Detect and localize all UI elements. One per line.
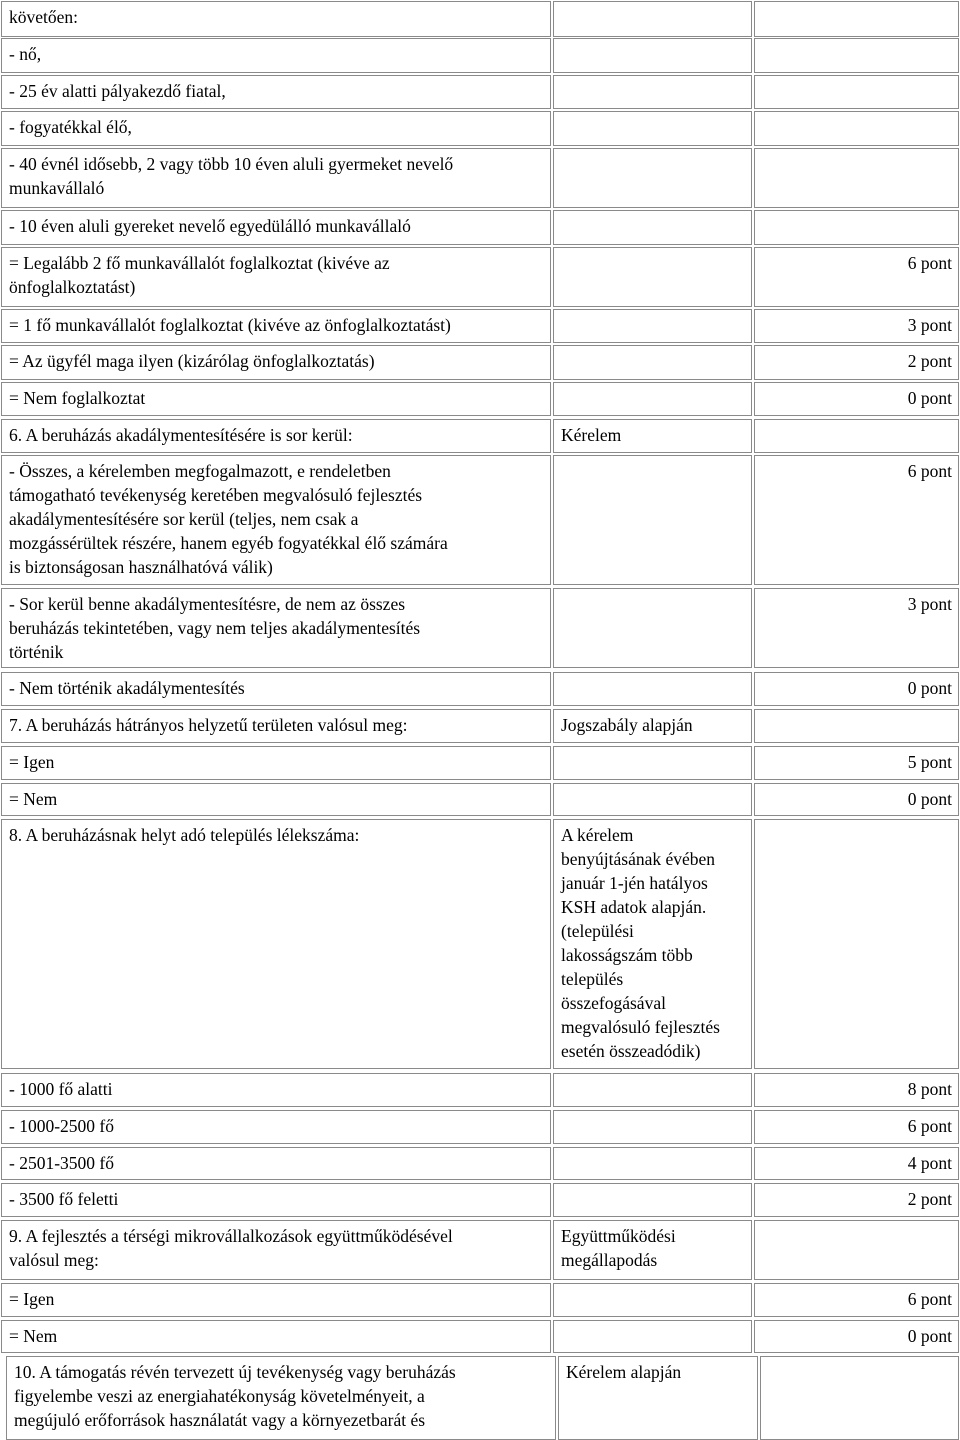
score-value (760, 1356, 959, 1440)
criterion-label: - fogyatékkal élő, (1, 111, 551, 146)
score-value (754, 709, 959, 743)
criterion-label: = Nem (1, 1320, 551, 1353)
score-value (754, 1, 959, 37)
criterion-label: 9. A fejlesztés a térségi mikrovállalkozások együttműködésével valósul meg: (1, 1220, 551, 1280)
criterion-label: 10. A támogatás révén tervezett új tevékenység vagy beruházás figyelembe veszi az energiahatékonyság követelményeit, a megújuló erőforrások használatát vagy a környezetbarát és (6, 1356, 556, 1440)
evidence-note (553, 148, 752, 208)
criterion-label: - 10 éven aluli gyereket nevelő egyedülálló munkavállaló (1, 210, 551, 245)
criterion-label: 8. A beruházásnak helyt adó település lélekszáma: (1, 819, 551, 1069)
score-value: 5 pont (754, 746, 959, 780)
criterion-label: követően: (1, 1, 551, 37)
evidence-note (553, 672, 752, 706)
score-value: 3 pont (754, 588, 959, 668)
evidence-note (553, 1147, 752, 1180)
score-value: 3 pont (754, 309, 959, 343)
evidence-note (553, 309, 752, 343)
evidence-note (553, 75, 752, 109)
criterion-label: - 1000 fő alatti (1, 1073, 551, 1107)
criterion-label: - 2501-3500 fő (1, 1147, 551, 1180)
evidence-note (553, 111, 752, 146)
evidence-note: Kérelem (553, 419, 752, 453)
criterion-label: - Nem történik akadálymentesítés (1, 672, 551, 706)
criterion-label: = 1 fő munkavállalót foglalkoztat (kivéve az önfoglalkoztatást) (1, 309, 551, 343)
criterion-label: - 40 évnél idősebb, 2 vagy több 10 éven aluli gyermeket nevelő munkavállaló (1, 148, 551, 208)
evidence-note: A kérelem benyújtásának évében január 1-jén hatályos KSH adatok alapján. (települési lakosságszám több település összefogásával megvalósuló fejlesztés esetén összeadódik) (553, 819, 752, 1069)
score-value: 6 pont (754, 1110, 959, 1144)
evidence-note (553, 1073, 752, 1107)
evidence-note (553, 588, 752, 668)
criterion-label: - nő, (1, 38, 551, 73)
score-value (754, 75, 959, 109)
evidence-note (553, 247, 752, 307)
criterion-label: = Igen (1, 1283, 551, 1317)
evidence-note: Együttműködési megállapodás (553, 1220, 752, 1280)
evidence-note (553, 783, 752, 816)
score-value: 6 pont (754, 247, 959, 307)
criterion-label: = Legalább 2 fő munkavállalót foglalkoztat (kivéve az önfoglalkoztatást) (1, 247, 551, 307)
score-value (754, 419, 959, 453)
score-value: 6 pont (754, 455, 959, 585)
score-value: 0 pont (754, 672, 959, 706)
criterion-label: 6. A beruházás akadálymentesítésére is sor kerül: (1, 419, 551, 453)
score-value (754, 1220, 959, 1280)
criterion-label: = Nem foglalkoztat (1, 382, 551, 416)
score-value (754, 210, 959, 245)
evidence-note (553, 210, 752, 245)
evidence-note (553, 1320, 752, 1353)
evidence-note (553, 1110, 752, 1144)
criterion-label: - 3500 fő feletti (1, 1183, 551, 1217)
criterion-label: - 25 év alatti pályakezdő fiatal, (1, 75, 551, 109)
evidence-note: Kérelem alapján (558, 1356, 758, 1440)
criterion-label: - Összes, a kérelemben megfogalmazott, e rendeletben támogatható tevékenység keretében megvalósuló fejlesztés akadálymentesítésére sor kerül (teljes, nem csak a mozgássérültek részére, hanem egyéb fogyatékkal élő számára is biztonságosan használhatóvá válik) (1, 455, 551, 585)
criterion-label: = Nem (1, 783, 551, 816)
evidence-note (553, 1183, 752, 1217)
criterion-label: - Sor kerül benne akadálymentesítésre, de nem az összes beruházás tekintetében, vagy nem teljes akadálymentesítés történik (1, 588, 551, 668)
criterion-label: 7. A beruházás hátrányos helyzetű területen valósul meg: (1, 709, 551, 743)
criterion-label: = Az ügyfél maga ilyen (kizárólag önfoglalkoztatás) (1, 345, 551, 380)
score-value: 6 pont (754, 1283, 959, 1317)
score-value: 0 pont (754, 783, 959, 816)
criterion-label: - 1000-2500 fő (1, 1110, 551, 1144)
evidence-note (553, 1, 752, 37)
score-value: 0 pont (754, 1320, 959, 1353)
evidence-note (553, 746, 752, 780)
evidence-note: Jogszabály alapján (553, 709, 752, 743)
evidence-note (553, 1283, 752, 1317)
score-value (754, 38, 959, 73)
score-value: 2 pont (754, 1183, 959, 1217)
evidence-note (553, 455, 752, 585)
score-value (754, 819, 959, 1069)
score-value (754, 148, 959, 208)
evidence-note (553, 38, 752, 73)
score-value: 0 pont (754, 382, 959, 416)
criterion-label: = Igen (1, 746, 551, 780)
score-value: 8 pont (754, 1073, 959, 1107)
evidence-note (553, 382, 752, 416)
score-value: 4 pont (754, 1147, 959, 1180)
score-value (754, 111, 959, 146)
evidence-note (553, 345, 752, 380)
score-value: 2 pont (754, 345, 959, 380)
